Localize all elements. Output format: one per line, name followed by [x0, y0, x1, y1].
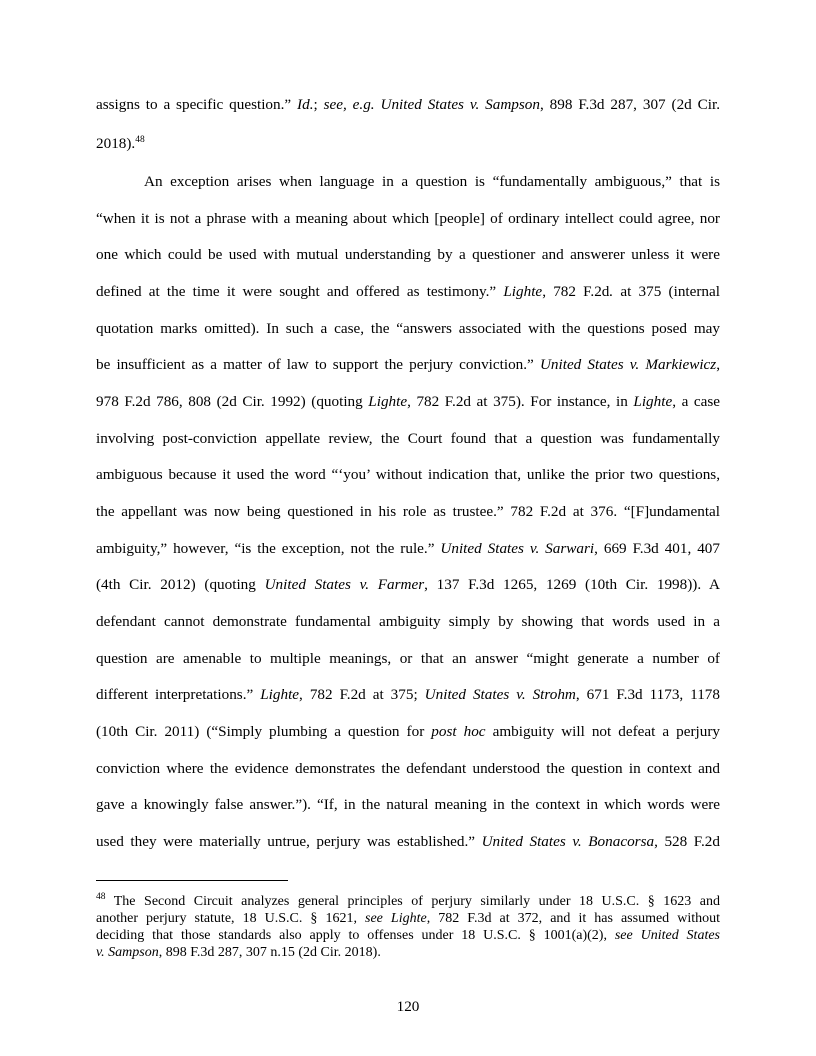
body-line-20: gave a knowingly false answer.”). “If, in the natural meaning in the context in which words were	[96, 796, 720, 813]
body-line-9: 978 F.2d 786, 808 (2d Cir. 1992) (quoting Lighte, 782 F.2d at 375). For instance, in Lighte, a case	[96, 393, 720, 410]
body-line-1: assigns to a specific question.” Id.; see, e.g. United States v. Sampson, 898 F.3d 287, 307 (2d Cir.	[96, 96, 720, 113]
body-line-19: conviction where the evidence demonstrates the defendant understood the question in context and	[96, 760, 720, 777]
footnote-separator	[96, 880, 288, 881]
body-line-18: (10th Cir. 2011) (“Simply plumbing a question for post hoc ambiguity will not defeat a perjury	[96, 723, 720, 740]
body-line-17: different interpretations.” Lighte, 782 F.2d at 375; United States v. Strohm, 671 F.3d 1173, 1178	[96, 686, 720, 703]
body-line-13: ambiguity,” however, “is the exception, not the rule.” United States v. Sarwari, 669 F.3d 401, 407	[96, 540, 720, 557]
footnote-marker-48: 48	[96, 892, 106, 902]
body-line-11: ambiguous because it used the word “‘you’ without indication that, unlike the prior two questions,	[96, 466, 720, 483]
body-line-4: “when it is not a phrase with a meaning about which [people] of ordinary intellect could agree, nor	[96, 210, 720, 227]
body-line-3: An exception arises when language in a question is “fundamentally ambiguous,” that is	[144, 173, 720, 190]
body-line-7: quotation marks omitted). In such a case, the “answers associated with the questions posed may	[96, 320, 720, 337]
body-line-6: defined at the time it were sought and offered as testimony.” Lighte, 782 F.2d. at 375 (internal	[96, 283, 720, 300]
body-line-15: defendant cannot demonstrate fundamental ambiguity simply by showing that words used in a	[96, 613, 720, 630]
body-line-12: the appellant was now being questioned in his role as trustee.” 782 F.2d at 376. “[F]undamental	[96, 503, 720, 520]
body-line-8: be insufficient as a matter of law to support the perjury conviction.” United States v. Markiewicz,	[96, 356, 720, 373]
footnote-line-1: $^{48}$ The Second Circuit analyzes general principles of perjury similarly under 18 U.S.C. § 1623 and	[96, 892, 720, 909]
footnote-ref-48[interactable]: 48	[135, 135, 145, 145]
footnote-line-2: another perjury statute, 18 U.S.C. § 1621, see Lighte, 782 F.3d at 372, and it has assumed without	[96, 911, 721, 926]
body-line-21: used they were materially untrue, perjury was established.” United States v. Bonacorsa, 528 F.2d	[96, 833, 720, 850]
footnote-line-3: deciding that those standards also apply to offenses under 18 U.S.C. § 1001(a)(2), see United States	[96, 928, 721, 943]
body-line-14: (4th Cir. 2012) (quoting United States v. Farmer, 137 F.3d 1265, 1269 (10th Cir. 1998)). A	[96, 576, 720, 593]
body-line-16: question are amenable to multiple meanings, or that an answer “might generate a number of	[96, 650, 720, 667]
body-line-5: one which could be used with mutual understanding by a questioner and answerer unless it were	[96, 246, 720, 263]
body-line-10: involving post-conviction appellate review, the Court found that a question was fundamentally	[96, 430, 720, 447]
body-line-2: 2018).$^{48}$	[96, 135, 145, 152]
footnote-line-4: v. Sampson, 898 F.3d 287, 307 n.15 (2d Cir. 2018).	[96, 945, 381, 960]
page-number: 120	[396, 998, 420, 1015]
